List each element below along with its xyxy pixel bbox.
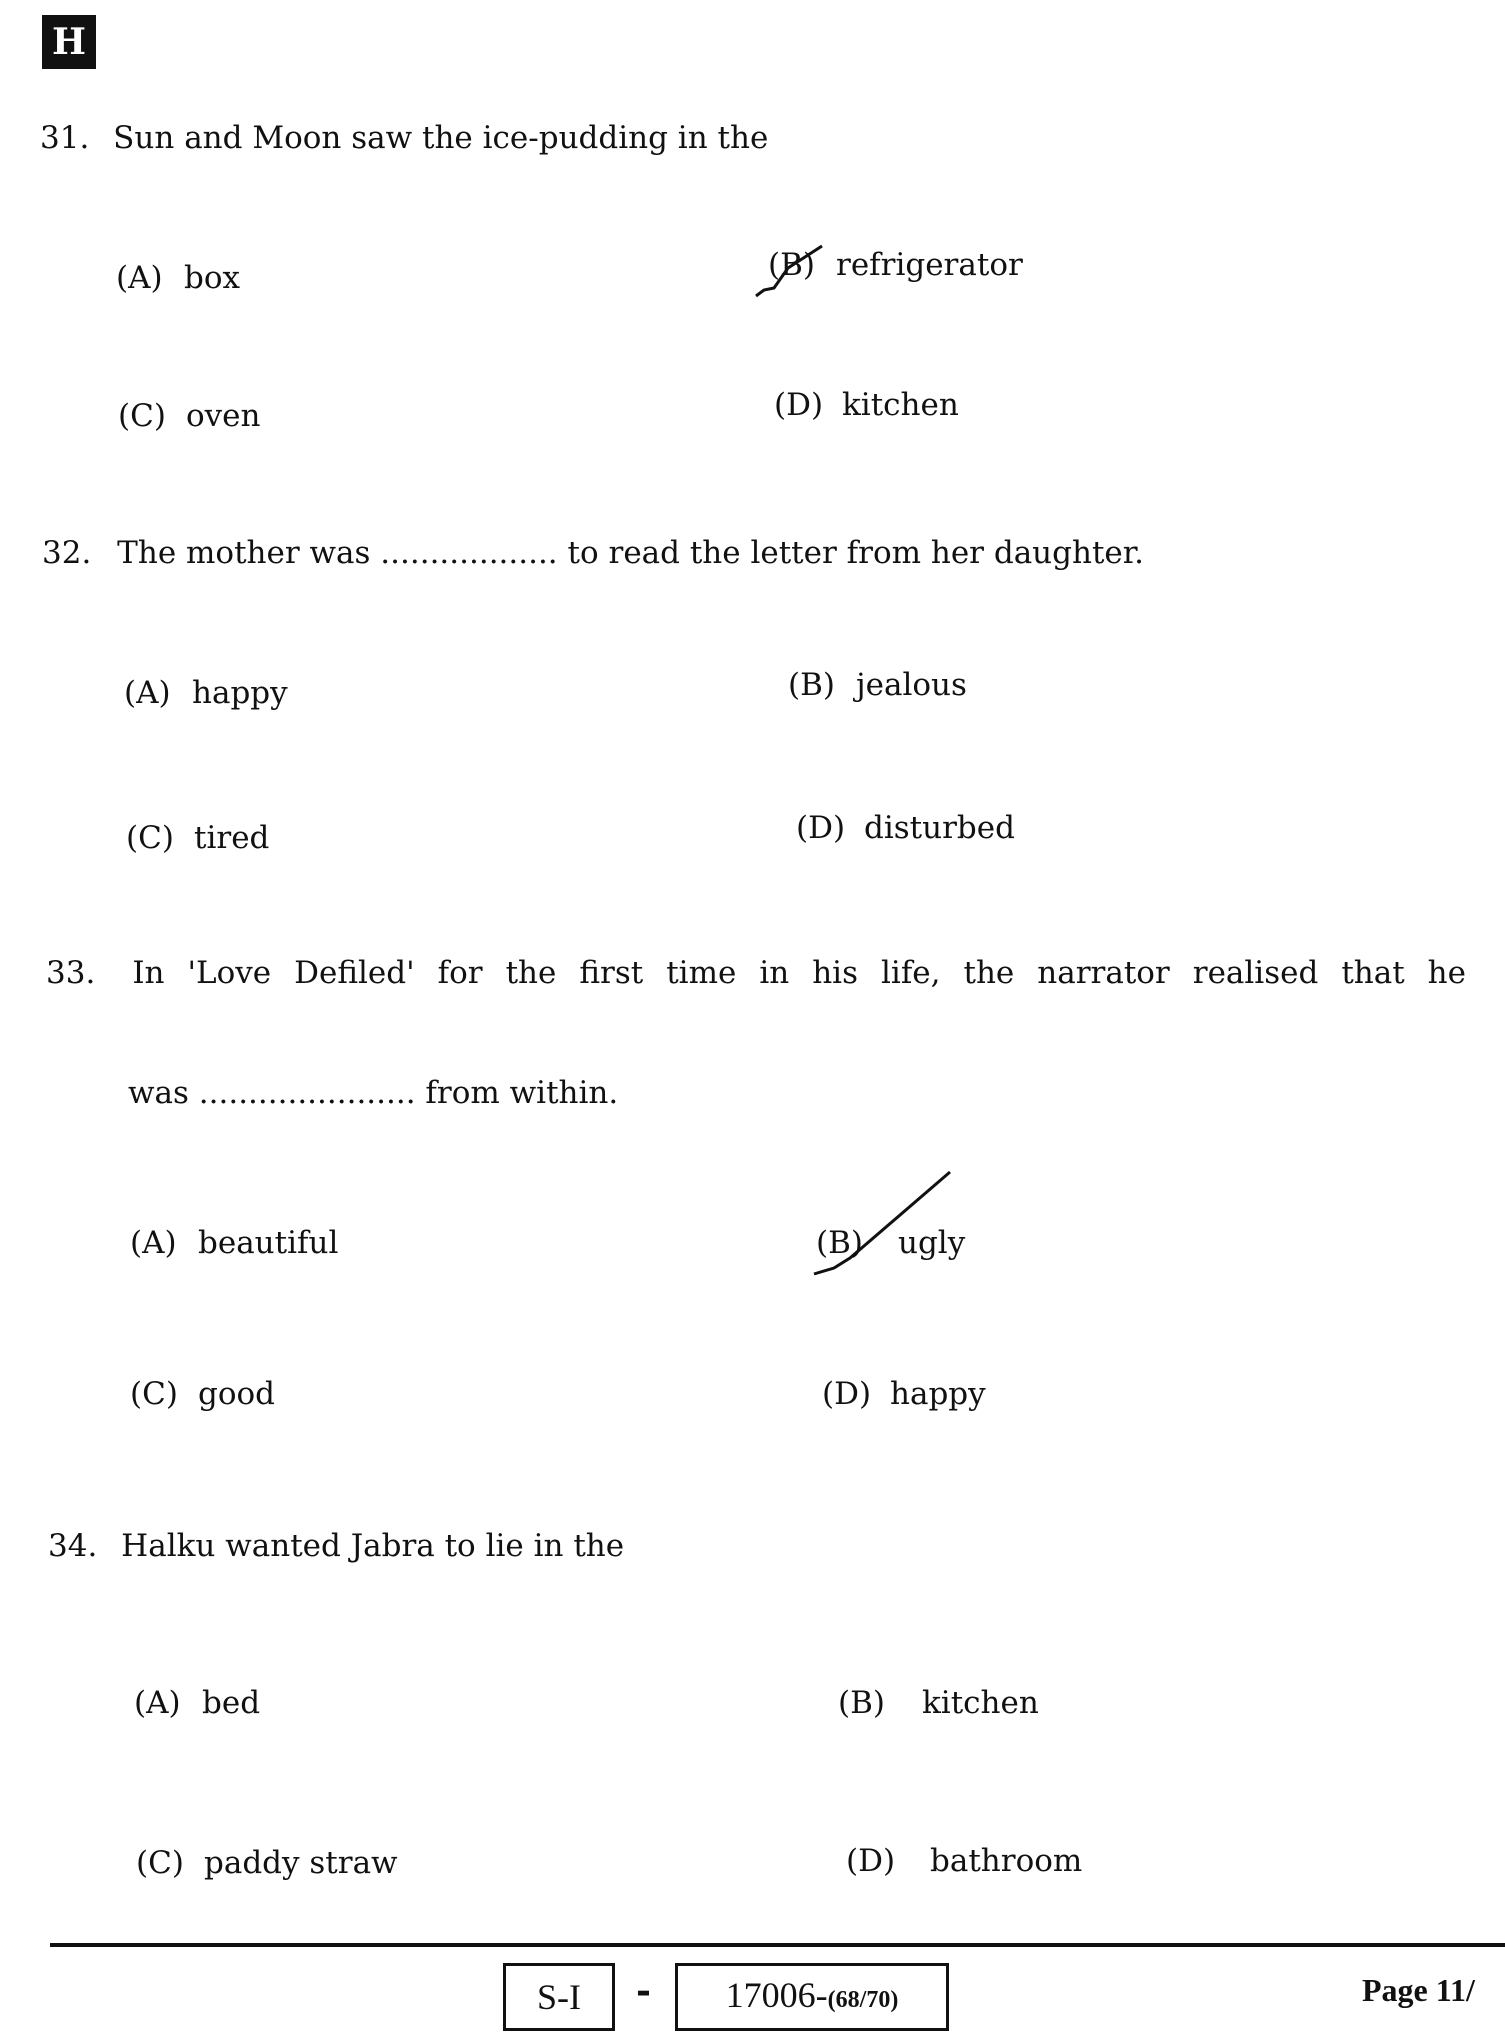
option-text: bed [202,1685,261,1721]
question-number: 34. [48,1528,98,1564]
option-33-d[interactable] [822,1376,986,1412]
paper-code: 17006- [725,1975,828,2015]
question-33 [46,955,1466,991]
option-label: (B) [768,247,815,283]
option-text: oven [186,398,261,434]
option-label: (D) [774,387,824,423]
option-label: (D) [822,1376,872,1412]
option-text: tired [194,820,270,856]
option-33-a[interactable] [130,1225,338,1261]
series-box: S-I [503,1963,615,2031]
option-label: (A) [134,1685,181,1721]
option-label: (A) [124,675,171,711]
option-32-b[interactable] [788,667,967,703]
option-34-b[interactable] [838,1685,1039,1721]
footer-dash: - [636,1970,651,2012]
option-text: paddy straw [204,1845,398,1881]
option-text: kitchen [922,1685,1039,1721]
question-34 [48,1528,624,1564]
footer-divider [50,1943,1505,1947]
option-label: (C) [118,398,166,434]
option-text: beautiful [198,1225,339,1261]
option-32-d[interactable] [796,810,1015,846]
option-text: ugly [898,1225,966,1261]
option-label: (B) [838,1685,885,1721]
set-badge: H [42,15,96,69]
page-number: Page 11/ [1362,1972,1475,2008]
option-text: happy [890,1376,986,1412]
option-text: box [184,260,240,296]
question-32 [42,535,1144,571]
question-text: The mother was .................. to read the letter from her daughter. [117,535,1145,571]
question-text: Sun and Moon saw the ice-pudding in the [113,120,769,156]
option-label: (B) [816,1225,863,1261]
option-label: (A) [116,260,163,296]
option-label: (C) [130,1376,178,1412]
option-text: disturbed [864,810,1015,846]
option-31-d[interactable] [774,387,959,423]
question-33-line-2: was ...................... from within. [128,1075,619,1111]
question-31 [40,120,768,156]
option-31-c[interactable] [118,398,261,434]
option-34-c[interactable] [136,1845,398,1881]
option-label: (D) [796,810,846,846]
question-text-line-1: In 'Love Defiled' for the first time in his life, the narrator realised that he [132,955,1466,991]
option-32-a[interactable] [124,675,288,711]
option-text: good [198,1376,276,1412]
question-number: 32. [42,535,92,571]
option-34-d[interactable] [846,1843,1082,1879]
option-text: kitchen [842,387,959,423]
option-label: (C) [136,1845,184,1881]
option-text: bathroom [930,1843,1083,1879]
question-number: 33. [46,955,96,991]
option-text: jealous [856,667,967,703]
option-text: happy [192,675,288,711]
option-32-c[interactable] [126,820,269,856]
paper-code-suffix: (68/70) [827,1987,899,2013]
option-label: (D) [846,1843,896,1879]
option-label: (C) [126,820,174,856]
answer-tick-mark-icon [752,238,842,304]
question-text: Halku wanted Jabra to lie in the [121,1528,625,1564]
question-number: 31. [40,120,90,156]
option-31-a[interactable] [116,260,240,296]
option-label: (A) [130,1225,177,1261]
option-33-c[interactable] [130,1376,275,1412]
option-text: refrigerator [836,247,1023,283]
option-label: (B) [788,667,835,703]
option-34-a[interactable] [134,1685,260,1721]
paper-code-box [675,1963,949,2031]
answer-tick-mark-icon [810,1168,960,1278]
